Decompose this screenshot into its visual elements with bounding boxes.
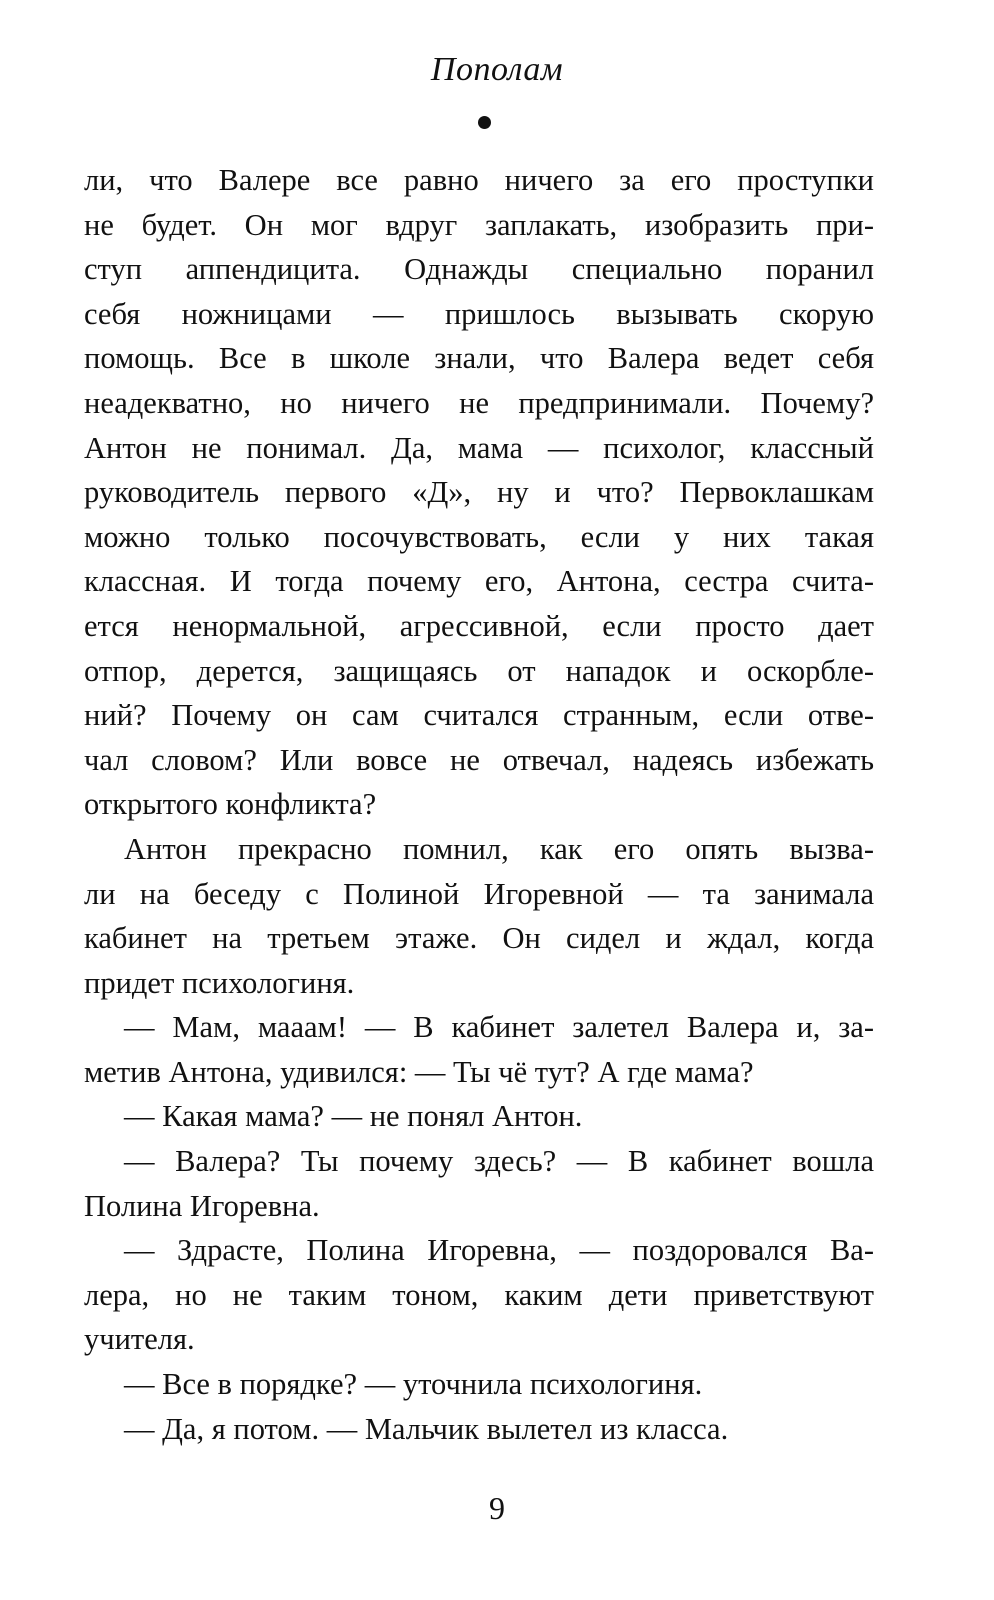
text-line: учителя. <box>84 1322 195 1357</box>
text-line: не будет. Он мог вдруг заплакать, изобразить при- <box>84 207 874 242</box>
text-line: — Какая мама? — не понял Антон. <box>124 1099 583 1134</box>
page-number: 9 <box>489 1490 505 1526</box>
text-line: Полина Игоревна. <box>84 1188 320 1223</box>
text-line: отпор, дерется, защищаясь от нападок и оскорбле- <box>84 653 874 688</box>
text-line: руководитель первого «Д», ну и что? Первоклашкам <box>84 475 874 510</box>
text-line: кабинет на третьем этаже. Он сидел и ждал, когда <box>84 921 874 956</box>
text-line: ли, что Валере все равно ничего за его проступки <box>84 163 874 197</box>
text-line: — Валера? Ты почему здесь? — В кабинет вошла <box>124 1144 874 1179</box>
text-line: можно только посочувствовать, если у них такая <box>84 519 874 554</box>
text-line: помощь. Все в школе знали, что Валера ведет себя <box>84 341 874 376</box>
text-line: — Мам, мааам! — В кабинет залетел Валера и, за- <box>124 1010 874 1045</box>
text-line: ется ненормальной, агрессивной, если просто дает <box>84 608 874 643</box>
text-line: — Все в порядке? — уточнила психологиня. <box>124 1367 703 1402</box>
text-line: ли на беседу с Полиной Игоревной — та занимала <box>84 876 874 911</box>
text-line: открытого конфликта? <box>84 787 377 822</box>
text-line: неадекватно, но ничего не предпринимали. Почему? <box>84 385 874 420</box>
body-text <box>84 158 874 1451</box>
text-line: — Да, я потом. — Мальчик вылетел из класса. <box>124 1411 729 1446</box>
text-line: — Здрасте, Полина Игоревна, — поздоровался Ва- <box>124 1233 874 1268</box>
text-line: метив Антона, удивился: — Ты чё тут? А где мама? <box>84 1054 754 1089</box>
text-line: ний? Почему он сам считался странным, если отве- <box>84 698 874 733</box>
text-line: придет психологиня. <box>84 965 355 1000</box>
text-line: Антон не понимал. Да, мама — психолог, классный <box>84 430 874 465</box>
text-line: чал словом? Или вовсе не отвечал, надеясь избежать <box>84 742 874 777</box>
ornament-bullet-icon <box>478 116 491 129</box>
text-line: классная. И тогда почему его, Антона, сестра счита- <box>84 564 874 599</box>
text-line: лера, но не таким тоном, каким дети приветствуют <box>84 1277 874 1312</box>
text-line: себя ножницами — пришлось вызывать скорую <box>84 296 874 331</box>
text-line: ступ аппендицита. Однажды специально поранил <box>84 252 874 287</box>
running-title: Пополам <box>430 51 564 88</box>
text-line: Антон прекрасно помнил, как его опять вызва- <box>124 831 874 866</box>
